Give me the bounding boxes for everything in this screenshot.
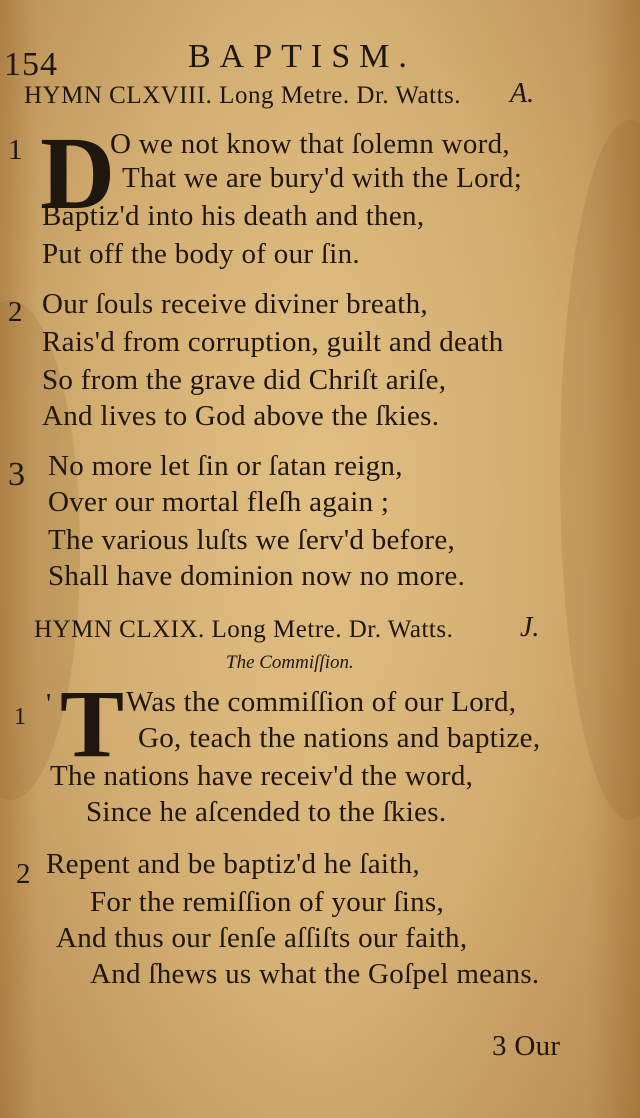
hymn-heading: HYMN CLXIX. Long Metre. Dr. Watts. [34, 616, 454, 643]
verse-line: Shall have dominion now no more. [48, 560, 466, 592]
verse-number: 3 [8, 456, 25, 493]
verse-line: No more let ſin or ſatan reign, [48, 450, 403, 482]
running-head: BAPTISM. [188, 38, 416, 75]
hymn-mark: J. [520, 612, 540, 643]
verse-line: Go, teach the nations and baptize, [138, 722, 541, 754]
verse-number: 1 [8, 134, 23, 166]
verse-line: And thus our ſenſe aſſiſts our faith, [56, 922, 468, 954]
verse-number: 1 [14, 704, 26, 730]
open-quote: ' [46, 688, 52, 720]
verse-line: Put off the body of our ſin. [42, 238, 360, 270]
drop-cap: D [40, 116, 116, 231]
verse-line: And ſhews us what the Goſpel means. [90, 958, 540, 990]
verse-line: Baptiz'd into his death and then, [42, 200, 425, 232]
verse-line: For the remiſſion of your ſins, [90, 886, 445, 918]
hymn-subtitle: The Commiſſion. [226, 652, 354, 673]
verse-line: Over our mortal fleſh again ; [48, 486, 390, 518]
verse-line: The various luſts we ſerv'd before, [48, 524, 456, 556]
verse-number: 2 [8, 296, 23, 328]
verse-line: Since he aſcended to the ſkies. [86, 796, 447, 828]
verse-number: 2 [16, 858, 31, 890]
verse-line: That we are bury'd with the Lord; [122, 162, 523, 194]
verse-line: Rais'd from corruption, guilt and death [42, 326, 504, 358]
catchword: 3 Our [492, 1030, 561, 1062]
verse-line: So from the grave did Chriſt ariſe, [42, 364, 447, 396]
drop-cap: T [60, 670, 125, 777]
verse-line: O we not know that ſolemn word, [110, 128, 510, 160]
verse-line: Our ſouls receive diviner breath, [42, 288, 428, 320]
verse-line: Repent and be baptiz'd he ſaith, [46, 848, 420, 880]
verse-line: And lives to God above the ſkies. [42, 400, 440, 432]
verse-line: Was the commiſſion of our Lord, [126, 686, 517, 718]
hymn-mark: A. [510, 78, 535, 109]
paper-stain [560, 120, 640, 820]
hymn-heading: HYMN CLXVIII. Long Metre. Dr. Watts. [24, 82, 461, 109]
page-number: 154 [4, 46, 58, 83]
verse-line: The nations have receiv'd the word, [50, 760, 474, 792]
